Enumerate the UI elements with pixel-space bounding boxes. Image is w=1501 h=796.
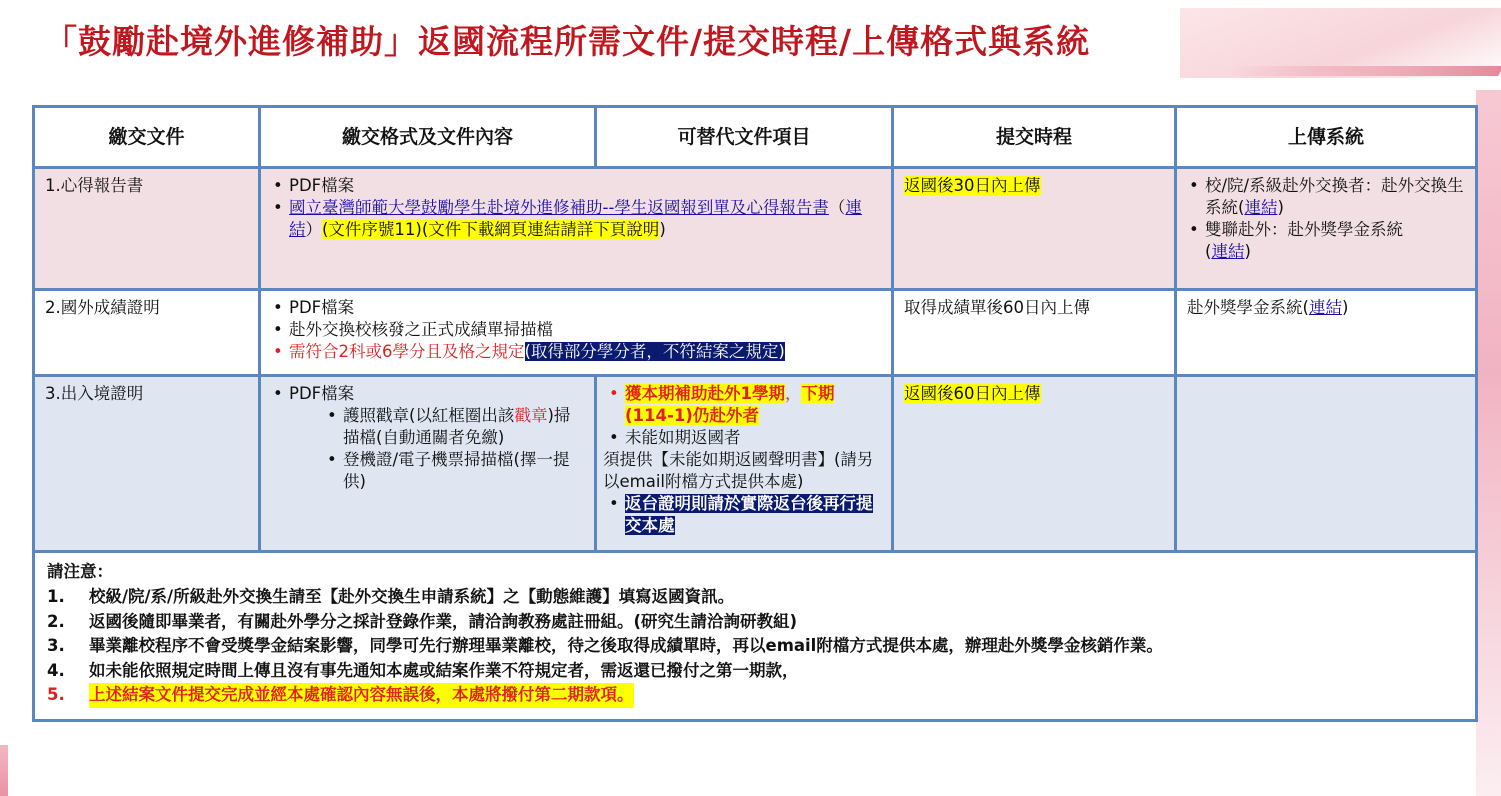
- table-header-row: [34, 107, 1477, 168]
- format-item: [289, 341, 881, 363]
- alternative-item: • 未能如期返國者: [625, 427, 879, 449]
- note-item: [47, 610, 1463, 635]
- format-subitem: • 登機證/電子機票掃描檔(擇一提供): [343, 449, 584, 493]
- decorative-stripe: [1227, 66, 1501, 76]
- note-end: ): [659, 220, 666, 239]
- note-text: 上述結案文件提交完成並經本處確認內容無誤後，本處將撥付第二期款項。: [89, 683, 634, 708]
- format-item: • PDF檔案: [289, 383, 584, 405]
- row-alternative-cell: [596, 376, 893, 552]
- header-upload-system: 上傳系統: [1176, 107, 1477, 168]
- note-item: [47, 585, 1463, 610]
- paren: ): [1341, 298, 1349, 317]
- note-text: 畢業離校程序不會受獎學金結案影響，同學可先行辦理畢業離校，待之後取得成績單時，再以email附檔方式提供本處，辦理赴外獎學金核銷作業。: [89, 636, 1163, 655]
- requirement-note: (取得部分學分者，不符結案之規定): [524, 342, 785, 361]
- note-number: 4.: [47, 660, 65, 680]
- note-text: 返國後隨即畢業者，有關赴外學分之採計登錄作業，請洽詢教務處註冊組。(研究生請洽詢研教組): [89, 611, 798, 631]
- row-schedule: [893, 168, 1176, 290]
- row-document-name: 2.國外成績證明: [34, 290, 260, 376]
- system-text: 赴外獎學金系統(: [1187, 298, 1309, 317]
- table-row: [34, 376, 1477, 552]
- row-schedule: [893, 376, 1176, 552]
- alternative-navy-note: 返台證明則請於實際返台後再行提交本處: [625, 494, 873, 535]
- row-format-cell: [260, 290, 893, 376]
- notes-heading: 請注意：: [47, 562, 113, 581]
- schedule-text: 返國後60日內上傳: [904, 384, 1041, 403]
- note-number: 2.: [47, 611, 65, 631]
- note-text: 校級/院/系/所級赴外交換生請至【赴外交換生申請系統】之【動態維護】填寫返國資訊。: [89, 587, 735, 606]
- system-item: [1205, 219, 1465, 263]
- paren: （: [828, 198, 846, 217]
- table-row: [34, 168, 1477, 290]
- paren: ): [1244, 242, 1251, 261]
- paren: (: [1205, 242, 1212, 261]
- format-item: • 赴外交換校核發之正式成績單掃描檔: [289, 319, 881, 341]
- row-document-name: 3.出入境證明: [34, 376, 260, 552]
- system-text: 雙聯赴外：赴外獎學金系統: [1205, 220, 1403, 239]
- note-item: [47, 659, 1463, 684]
- alternative-highlight: 獲本期補助赴外1學期: [625, 384, 785, 403]
- requirement-text: 需符合2科或6學分且及格之規定: [289, 342, 525, 361]
- paren: ): [1277, 198, 1284, 217]
- row-upload-system: [1176, 290, 1477, 376]
- separator: ，: [784, 384, 802, 403]
- alternative-text: 須提供【未能如期返國聲明書】(請另以email附檔方式提供本處): [603, 450, 874, 491]
- schedule-text: 返國後30日內上傳: [904, 176, 1041, 195]
- system-item: [1205, 175, 1465, 219]
- link[interactable]: 連結: [1244, 198, 1278, 217]
- format-item: [289, 197, 881, 241]
- format-item: • PDF檔案: [289, 175, 881, 197]
- decorative-corner: [0, 745, 8, 796]
- note-number: 5.: [47, 685, 65, 704]
- format-item: • PDF檔案: [289, 297, 881, 319]
- paren: ）: [305, 220, 322, 239]
- row-document-name: 1.心得報告書: [34, 168, 260, 290]
- table-row: [34, 290, 1477, 376]
- system-text: 校/院/系級赴外交換者：赴外交換生系統(: [1205, 176, 1464, 217]
- requirements-table: [32, 105, 1478, 722]
- row-schedule: 取得成績單後60日內上傳: [893, 290, 1176, 376]
- subitem-text: 護照戳章(以紅框圈出該: [343, 406, 515, 425]
- alternative-item: [625, 383, 879, 427]
- link[interactable]: 連結: [1211, 242, 1245, 261]
- row-format-cell: [260, 168, 893, 290]
- row-upload-system: [1176, 168, 1477, 290]
- notes-row: [34, 552, 1477, 721]
- row-upload-system: [1176, 376, 1477, 552]
- format-subitem: [343, 405, 584, 449]
- note-item: [47, 634, 1463, 659]
- note-number: 3.: [47, 636, 65, 655]
- page-title: 「鼓勵赴境外進修補助」返國流程所需文件/提交時程/上傳格式與系統: [44, 22, 1091, 61]
- subitem-text: )掃描檔(自動通關者免繳): [343, 406, 571, 447]
- header-schedule: 提交時程: [893, 107, 1176, 168]
- note-item: [47, 683, 1463, 708]
- notes-list: [47, 585, 1463, 708]
- alternative-highlight: 下期(114-1)仍赴外者: [625, 384, 835, 425]
- decorative-side-image: [1476, 90, 1501, 796]
- note-text: 如未能依照規定時間上傳且沒有事先通知本處或結案作業不符規定者，需返還已撥付之第一期款，: [89, 660, 799, 680]
- highlight-note: (文件序號11)(文件下載網頁連結請詳下頁說明: [322, 220, 660, 239]
- report-form-link[interactable]: 國立臺灣師範大學鼓勵學生赴境外進修補助--學生返國報到單及心得報告書: [289, 198, 829, 217]
- note-number: 1.: [47, 587, 65, 606]
- link[interactable]: 連結: [1308, 298, 1342, 317]
- alternative-item: [625, 493, 879, 537]
- header-document: 繳交文件: [34, 107, 260, 168]
- link[interactable]: 連結: [289, 198, 862, 239]
- row-format-cell: [260, 376, 596, 552]
- notes-cell: [34, 552, 1477, 721]
- subitem-red-text: 戳章: [514, 406, 548, 425]
- header-alternative: 可替代文件項目: [596, 107, 893, 168]
- header-format: 繳交格式及文件內容: [260, 107, 596, 168]
